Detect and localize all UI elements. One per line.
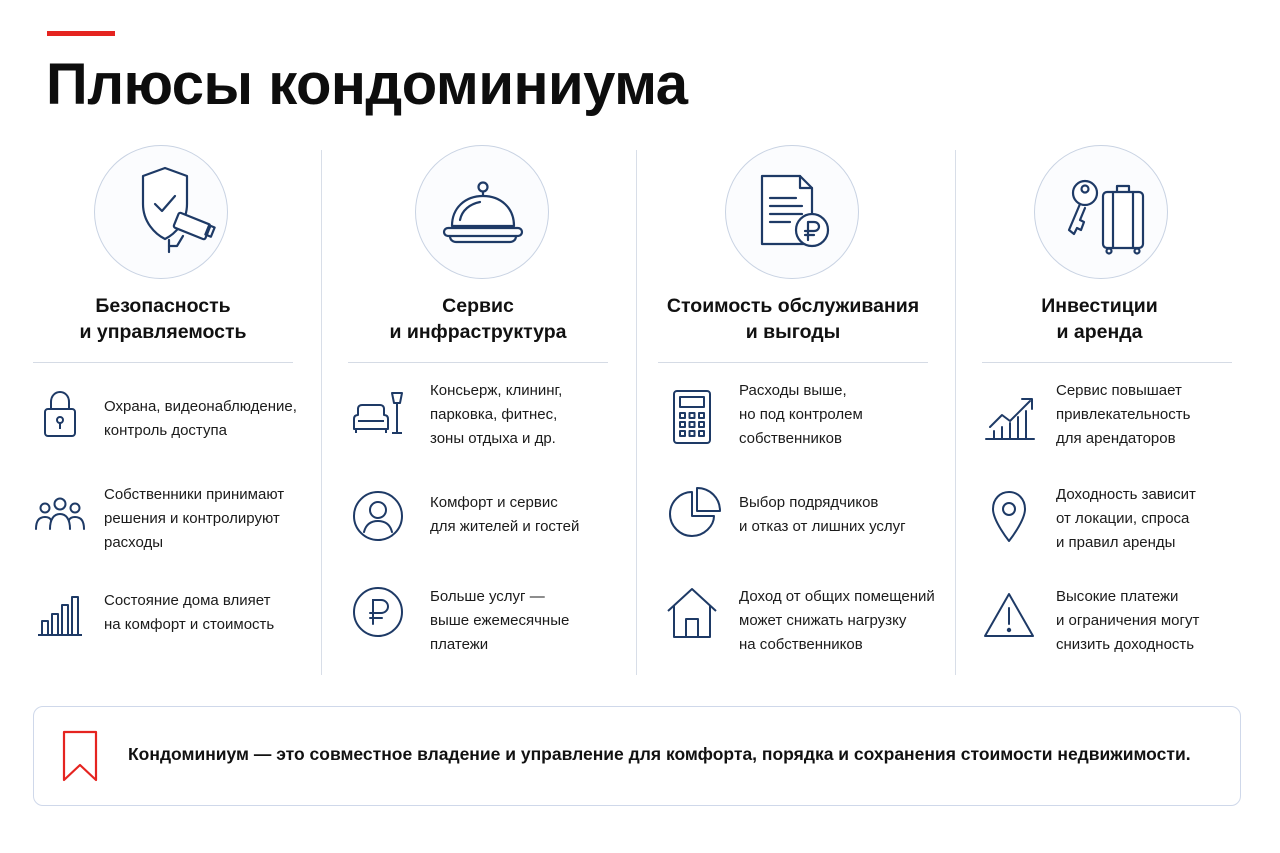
calculator-icon bbox=[664, 389, 720, 445]
summary-text: Кондоминиум — это совместное владение и управление для комфорта, порядка и сохранения стоимости недвижимости. bbox=[128, 744, 1191, 764]
summary-box bbox=[33, 706, 1241, 806]
column-title: Безопасность и управляемость bbox=[79, 295, 247, 343]
column-rule bbox=[33, 362, 293, 363]
location-pin-icon bbox=[981, 487, 1037, 543]
column-divider bbox=[955, 150, 956, 675]
page-title: Плюсы кондоминиума bbox=[46, 52, 688, 117]
people-group-icon bbox=[32, 487, 88, 543]
key-suitcase-icon bbox=[1034, 145, 1168, 279]
ruble-coin-icon bbox=[350, 584, 406, 640]
bookmark-icon bbox=[61, 729, 99, 783]
bar-chart-icon bbox=[32, 589, 88, 645]
growth-chart-icon bbox=[982, 387, 1038, 443]
title-accent-bar bbox=[47, 31, 115, 36]
column-rule bbox=[982, 362, 1232, 363]
service-bell-icon bbox=[415, 145, 549, 279]
sofa-lamp-icon bbox=[348, 387, 404, 443]
column-rule bbox=[658, 362, 928, 363]
column-title: Сервис и инфраструктура bbox=[389, 295, 567, 343]
pie-chart-icon bbox=[666, 486, 722, 542]
person-circle-icon bbox=[350, 488, 406, 544]
column-title: Стоимость обслуживания и выгоды bbox=[666, 295, 920, 343]
column-rule bbox=[348, 362, 608, 363]
shield-camera-icon bbox=[94, 145, 228, 279]
padlock-icon bbox=[32, 385, 88, 441]
column-title: Инвестиции и аренда bbox=[1041, 295, 1158, 343]
column-divider bbox=[321, 150, 322, 675]
column-divider bbox=[636, 150, 637, 675]
house-icon bbox=[664, 585, 720, 641]
warning-triangle-icon bbox=[981, 588, 1037, 644]
document-ruble-icon bbox=[725, 145, 859, 279]
